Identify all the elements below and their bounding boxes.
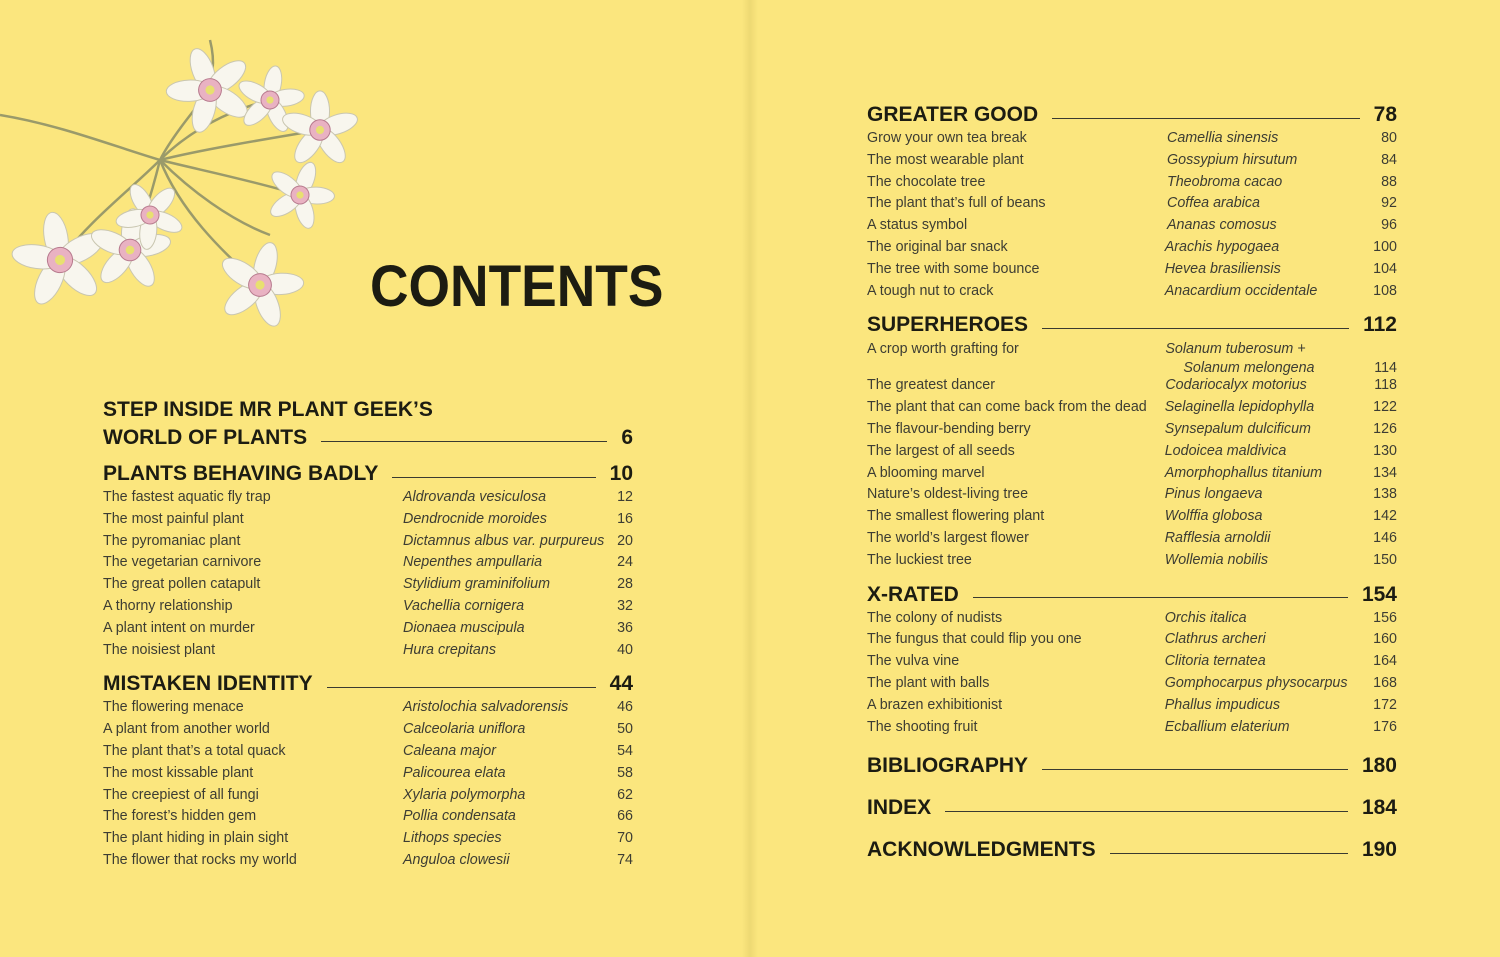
- entry-page: 108: [1373, 282, 1397, 299]
- latin-name-line: Lithops species: [403, 830, 502, 847]
- latin-name-line: Dendrocnide moroides: [403, 510, 547, 527]
- entry-title: A plant from another world: [103, 721, 270, 738]
- section-heading[interactable]: [103, 459, 633, 489]
- section-title: X-RATED: [867, 582, 959, 606]
- toc-entry[interactable]: [867, 195, 1397, 217]
- back-matter-heading[interactable]: [867, 834, 1397, 866]
- latin-name-line: Phallus impudicus: [1164, 696, 1280, 713]
- entry-title: The greatest dancer: [867, 377, 995, 394]
- entry-latin-name: [1165, 421, 1373, 437]
- entry-page: 160: [1373, 631, 1397, 648]
- entry-title: The colony of nudists: [867, 609, 1003, 626]
- toc-section: [867, 580, 1397, 741]
- flower-illustration: [0, 20, 390, 340]
- entry-title: The flavour-bending berry: [867, 420, 1031, 437]
- entry-title: The luckiest tree: [867, 551, 972, 568]
- entry-page: 46: [617, 699, 633, 716]
- entry-page: 164: [1373, 653, 1397, 670]
- flower-icon: [206, 231, 315, 337]
- entry-latin-name: [403, 489, 613, 505]
- toc-entry[interactable]: [867, 377, 1397, 399]
- heading-rule: [392, 477, 595, 478]
- entry-latin-name: [1167, 152, 1377, 168]
- toc-entry[interactable]: [867, 443, 1397, 465]
- toc-entry[interactable]: [867, 399, 1397, 421]
- entry-title: The original bar snack: [867, 238, 1008, 255]
- section-title: ACKNOWLEDGMENTS: [867, 838, 1096, 862]
- latin-name-line: Gomphocarpus physocarpus: [1164, 674, 1348, 691]
- toc-section: [867, 310, 1397, 573]
- latin-name-line: Anacardium occidentale: [1164, 282, 1318, 299]
- entry-page: 172: [1373, 696, 1397, 713]
- section-page: 44: [609, 672, 633, 696]
- back-matter: [867, 750, 1397, 866]
- entry-page: 142: [1373, 508, 1397, 525]
- entry-latin-name: [403, 830, 613, 846]
- entry-page: 150: [1373, 551, 1397, 568]
- toc-entry[interactable]: [867, 283, 1397, 305]
- section-title: MISTAKEN IDENTITY: [103, 672, 313, 696]
- latin-name-line: Hura crepitans: [403, 641, 496, 658]
- entry-latin-name: [1165, 443, 1373, 459]
- entry-page: 130: [1373, 442, 1397, 459]
- entry-latin-name: [403, 576, 613, 592]
- section-heading[interactable]: [103, 669, 633, 699]
- entry-page: 114: [1374, 359, 1397, 376]
- latin-name-line: Stylidium graminifolium: [403, 576, 550, 593]
- toc-entry[interactable]: [103, 830, 633, 852]
- entry-page: 168: [1373, 674, 1397, 691]
- latin-name-line: Anguloa clowesii: [403, 851, 510, 868]
- toc-entry[interactable]: [103, 576, 633, 598]
- latin-name-line: Ecballium elaterium: [1164, 718, 1290, 735]
- section-page: 78: [1373, 103, 1397, 126]
- section-heading[interactable]: [867, 100, 1397, 130]
- entry-title: The shooting fruit: [867, 718, 978, 735]
- entry-latin-name: [1165, 486, 1373, 502]
- toc-entry[interactable]: [103, 598, 633, 620]
- intro-title-line2: WORLD OF PLANTS: [103, 426, 308, 449]
- entry-page: 40: [617, 641, 633, 658]
- entry-title: The pyromaniac plant: [103, 532, 241, 549]
- entry-page: 146: [1373, 529, 1397, 546]
- toc-entry[interactable]: [867, 130, 1397, 152]
- latin-name-line: Caleana major: [403, 742, 496, 759]
- latin-name-line: Nepenthes ampullaria: [403, 554, 543, 571]
- latin-name-line: Pinus longaeva: [1164, 486, 1263, 503]
- intro-title-line1: STEP INSIDE MR PLANT GEEK’S: [103, 398, 433, 421]
- toc-entry[interactable]: [103, 808, 633, 830]
- intro-page: 6: [621, 426, 633, 449]
- entry-latin-name: [1167, 174, 1377, 190]
- entry-title: The most painful plant: [103, 510, 244, 527]
- entry-title: The plant with balls: [867, 674, 990, 691]
- toc-entry[interactable]: [867, 174, 1397, 196]
- toc-entry[interactable]: [867, 217, 1397, 239]
- entry-latin-name: [1167, 217, 1377, 233]
- entry-latin-name: [403, 743, 613, 759]
- entry-title: The tree with some bounce: [867, 260, 1040, 277]
- entry-latin-name: [1165, 610, 1373, 626]
- entry-latin-name: [1165, 653, 1373, 669]
- entry-latin-name: [1165, 675, 1373, 691]
- latin-name-line: Calceolaria uniflora: [403, 721, 526, 738]
- toc-entry[interactable]: [867, 152, 1397, 174]
- entry-latin-name: [1165, 340, 1374, 377]
- entry-latin-name: [403, 721, 613, 737]
- heading-rule: [321, 441, 607, 442]
- heading-rule: [1042, 769, 1348, 770]
- entry-page: 36: [617, 619, 633, 636]
- section-title: GREATER GOOD: [867, 103, 1039, 126]
- entry-title: The flower that rocks my world: [103, 851, 297, 868]
- entry-title: The world’s largest flower: [867, 529, 1029, 546]
- latin-name-line: Solanum melongena: [1183, 359, 1315, 376]
- latin-name-line: Arachis hypogaea: [1164, 238, 1280, 255]
- entry-title: The smallest flowering plant: [867, 508, 1045, 525]
- entry-title: The fungus that could flip you one: [867, 631, 1082, 648]
- entry-latin-name: [403, 642, 613, 658]
- entry-title: The most wearable plant: [867, 151, 1024, 168]
- latin-name-line: Hevea brasiliensis: [1164, 260, 1281, 277]
- entry-latin-name: [403, 620, 613, 636]
- flower-cluster: [3, 34, 360, 337]
- heading-rule: [327, 687, 596, 688]
- entry-page: 100: [1373, 238, 1397, 255]
- toc-entry[interactable]: [867, 465, 1397, 487]
- toc-entry[interactable]: [867, 697, 1397, 719]
- entry-latin-name: [1165, 508, 1373, 524]
- right-sections: [867, 100, 1397, 740]
- latin-name-line: Orchis italica: [1164, 609, 1247, 626]
- section-title: BIBLIOGRAPHY: [867, 754, 1029, 778]
- section-page: 184: [1361, 796, 1397, 820]
- entry-title: The flowering menace: [103, 699, 244, 716]
- toc-entry[interactable]: [867, 421, 1397, 443]
- latin-name-line: Rafflesia arnoldii: [1164, 529, 1271, 546]
- latin-name-line: Xylaria polymorpha: [403, 786, 526, 803]
- entry-page: 20: [617, 532, 633, 549]
- entry-title: The great pollen catapult: [103, 576, 261, 593]
- entry-latin-name: [403, 699, 613, 715]
- entry-latin-name: [1165, 399, 1373, 415]
- toc-entry[interactable]: [867, 719, 1397, 741]
- entry-page: 126: [1373, 420, 1397, 437]
- entry-latin-name: [403, 598, 613, 614]
- latin-name-line: Gossypium hirsutum: [1167, 151, 1298, 168]
- entry-title: The chocolate tree: [867, 173, 986, 190]
- entry-latin-name: [1167, 195, 1377, 211]
- toc-section: [103, 459, 633, 663]
- back-matter-heading[interactable]: [867, 792, 1397, 824]
- entry-latin-name: [1165, 552, 1373, 568]
- section-title: SUPERHEROES: [867, 313, 1029, 337]
- toc-entry[interactable]: [867, 653, 1397, 675]
- latin-name-line: Dionaea muscipula: [403, 619, 525, 636]
- latin-name-line: Wollemia nobilis: [1164, 551, 1269, 568]
- entry-title: The plant that can come back from the dead: [867, 399, 1147, 416]
- entry-title: The noisiest plant: [103, 641, 216, 658]
- entry-page: 54: [617, 742, 633, 759]
- entry-page: 92: [1381, 195, 1397, 212]
- heading-rule: [1052, 118, 1360, 119]
- section-page: 190: [1361, 838, 1397, 862]
- heading-rule: [973, 597, 1348, 598]
- entry-page: 80: [1381, 130, 1397, 146]
- entry-latin-name: [403, 554, 613, 570]
- entry-latin-name: [403, 511, 613, 527]
- entry-page: 134: [1373, 464, 1397, 481]
- heading-rule: [1110, 853, 1348, 854]
- entry-page: 156: [1373, 609, 1397, 626]
- latin-name-line: Solanum tuberosum +: [1165, 341, 1306, 358]
- entry-page: 28: [617, 576, 633, 593]
- entry-latin-name: [1165, 697, 1373, 713]
- flower-icon: [255, 150, 345, 238]
- toc-entry[interactable]: [867, 675, 1397, 697]
- entry-title: The largest of all seeds: [867, 442, 1015, 459]
- latin-name-line: Aristolochia salvadorensis: [403, 699, 569, 716]
- toc-entry[interactable]: [103, 721, 633, 743]
- latin-name-line: Aldrovanda vesiculosa: [403, 489, 547, 505]
- entry-latin-name: [1165, 719, 1373, 735]
- entry-title: The vegetarian carnivore: [103, 554, 262, 571]
- entry-title: A status symbol: [867, 217, 968, 234]
- entry-title: Grow your own tea break: [867, 130, 1027, 146]
- entry-latin-name: [403, 765, 613, 781]
- section-page: 180: [1361, 754, 1397, 778]
- entry-latin-name: [1165, 465, 1373, 481]
- section-title: INDEX: [867, 796, 932, 820]
- entry-page: 50: [617, 721, 633, 738]
- toc-entry[interactable]: [867, 631, 1397, 653]
- toc-entry[interactable]: [103, 699, 633, 721]
- latin-name-line: Clathrus archeri: [1164, 631, 1266, 648]
- entry-page: 96: [1381, 217, 1397, 234]
- entry-page: 176: [1373, 718, 1397, 735]
- toc-intro[interactable]: [103, 396, 633, 453]
- latin-name-line: Codariocalyx motorius: [1165, 377, 1307, 394]
- entry-page: 118: [1374, 377, 1397, 394]
- entry-title: The plant that’s full of beans: [867, 195, 1046, 212]
- section-page: 10: [609, 462, 633, 485]
- toc-entry[interactable]: [867, 610, 1397, 632]
- entry-title: Nature’s oldest-living tree: [867, 486, 1029, 503]
- heading-rule: [945, 811, 1348, 812]
- section-heading[interactable]: [867, 310, 1397, 340]
- latin-name-line: Camellia sinensis: [1167, 130, 1279, 146]
- page-title: CONTENTS: [370, 254, 664, 319]
- entry-page: 62: [617, 786, 633, 803]
- entry-page: 74: [617, 851, 633, 868]
- entry-title: A brazen exhibitionist: [867, 696, 1003, 713]
- entry-latin-name: [1165, 530, 1373, 546]
- entry-latin-name: [1165, 283, 1373, 299]
- toc-entry[interactable]: [867, 552, 1397, 574]
- toc-right-column: [867, 100, 1397, 866]
- toc-left-column: [103, 396, 633, 874]
- entry-latin-name: [1165, 631, 1373, 647]
- entry-page: 12: [617, 489, 633, 505]
- entry-title: A thorny relationship: [103, 597, 233, 614]
- entry-title: The plant hiding in plain sight: [103, 830, 289, 847]
- heading-rule: [1042, 328, 1349, 329]
- entry-title: The fastest aquatic fly trap: [103, 489, 271, 505]
- latin-name-line: Synsepalum dulcificum: [1164, 420, 1311, 437]
- section-heading[interactable]: [867, 580, 1397, 610]
- entry-latin-name: [403, 808, 613, 824]
- entry-title: The creepiest of all fungi: [103, 786, 259, 803]
- toc-entry[interactable]: [103, 620, 633, 642]
- toc-entry[interactable]: [103, 852, 633, 874]
- entry-latin-name: [1165, 377, 1374, 393]
- entry-page: 104: [1373, 260, 1397, 277]
- entry-title: A blooming marvel: [867, 464, 985, 481]
- latin-name-line: Lodoicea maldivica: [1164, 442, 1287, 459]
- toc-entry[interactable]: [867, 340, 1397, 377]
- entry-latin-name: [1165, 239, 1373, 255]
- intro-heading-row: [103, 423, 633, 453]
- latin-name-line: Coffea arabica: [1167, 195, 1260, 212]
- entry-page: 66: [617, 808, 633, 825]
- left-sections: [103, 459, 633, 874]
- entry-latin-name: [403, 787, 613, 803]
- entry-latin-name: [403, 533, 613, 549]
- entry-page: 24: [617, 554, 633, 571]
- entry-title: The plant that’s a total quack: [103, 742, 286, 759]
- entry-page: 84: [1381, 151, 1397, 168]
- toc-entry[interactable]: [103, 787, 633, 809]
- entry-page: 58: [617, 764, 633, 781]
- toc-entry[interactable]: [103, 743, 633, 765]
- toc-entry[interactable]: [867, 508, 1397, 530]
- latin-name-line: Selaginella lepidophylla: [1164, 399, 1315, 416]
- toc-entry[interactable]: [867, 239, 1397, 261]
- toc-section: [867, 100, 1397, 304]
- entry-title: The forest’s hidden gem: [103, 808, 257, 825]
- entry-latin-name: [1167, 130, 1377, 146]
- latin-name-line: Clitoria ternatea: [1164, 653, 1266, 670]
- entry-latin-name: [403, 852, 613, 868]
- section-title: PLANTS BEHAVING BADLY: [103, 462, 379, 485]
- entry-title: A crop worth grafting for: [867, 341, 1019, 358]
- toc-entry[interactable]: [867, 486, 1397, 508]
- entry-title: The most kissable plant: [103, 764, 254, 781]
- entry-page: 32: [617, 597, 633, 614]
- toc-entry[interactable]: [103, 511, 633, 533]
- toc-entry[interactable]: [103, 765, 633, 787]
- entry-page: 138: [1373, 486, 1397, 503]
- toc-entry[interactable]: [103, 554, 633, 576]
- latin-name-line: Pollia condensata: [403, 808, 516, 825]
- latin-name-line: Ananas comosus: [1167, 217, 1277, 234]
- entry-page: 16: [617, 510, 633, 527]
- toc-entry[interactable]: [867, 530, 1397, 552]
- latin-name-line: Palicourea elata: [403, 764, 506, 781]
- entry-page: 122: [1373, 399, 1397, 416]
- latin-name-line: Amorphophallus titanium: [1164, 464, 1323, 481]
- entry-latin-name: [1165, 261, 1373, 277]
- latin-name-line: Dictamnus albus var. purpureus: [403, 532, 605, 549]
- toc-section: [103, 669, 633, 873]
- entry-title: The vulva vine: [867, 653, 960, 670]
- section-page: 154: [1361, 582, 1397, 606]
- toc-entry[interactable]: [103, 533, 633, 555]
- flower-icon: [3, 204, 117, 314]
- entry-page: 88: [1381, 173, 1397, 190]
- latin-name-line: Theobroma cacao: [1167, 173, 1283, 190]
- entry-title: A tough nut to crack: [867, 282, 994, 299]
- latin-name-line: Vachellia cornigera: [403, 597, 525, 614]
- back-matter-heading[interactable]: [867, 750, 1397, 782]
- toc-entry[interactable]: [867, 261, 1397, 283]
- entry-page: 70: [617, 830, 633, 847]
- toc-entry[interactable]: [103, 642, 633, 664]
- latin-name-line: Wolffia globosa: [1164, 508, 1263, 525]
- section-page: 112: [1363, 313, 1397, 337]
- toc-entry[interactable]: [103, 489, 633, 511]
- entry-title: A plant intent on murder: [103, 619, 255, 636]
